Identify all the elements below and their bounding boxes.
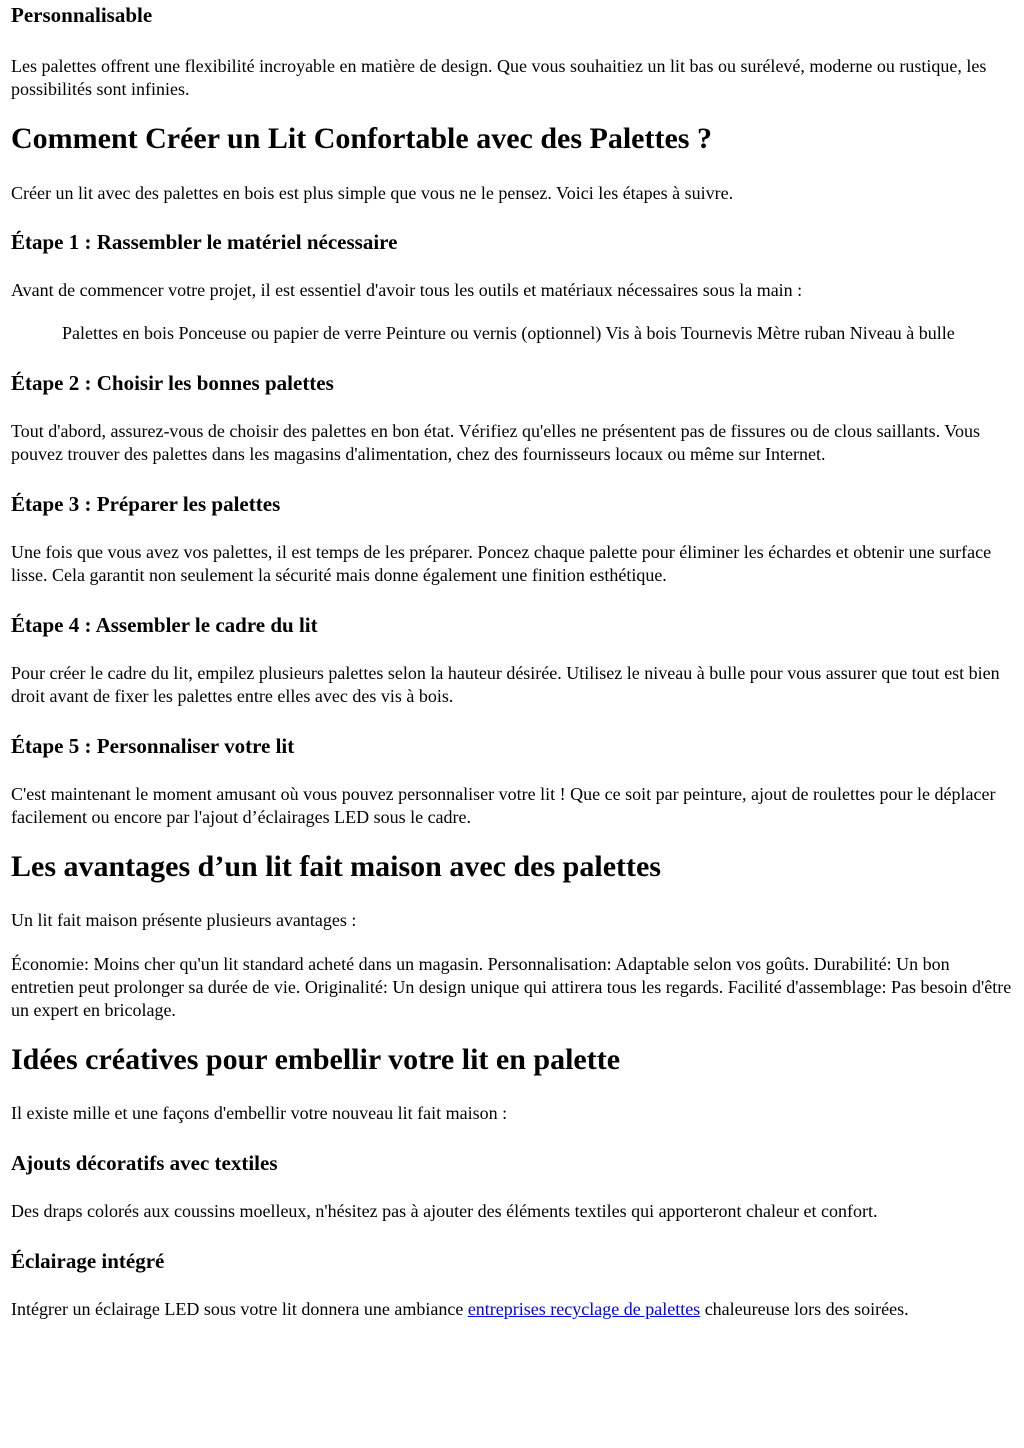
step-1-text: Avant de commencer votre projet, il est essentiel d'avoir tous les outils et matériaux nécessaires sous la main : [11,280,803,300]
step-1-heading: Étape 1 : Rassembler le matériel nécessaire [11,230,398,254]
textiles-text: Des draps colorés aux coussins moelleux, n'hésitez pas à ajouter des éléments textiles qui apporteront chaleur et confort. [11,1201,878,1221]
article [0,2,1024,1321]
paragraph-creer-intro: Créer un lit avec des palettes en bois est plus simple que vous ne le pensez. Voici les étapes à suivre. [11,183,734,203]
step-2-heading: Étape 2 : Choisir les bonnes palettes [11,371,334,395]
step-5-text: C'est maintenant le moment amusant où vous pouvez personnaliser votre lit ! Que ce soit par peinture, ajout de roulettes pour le déplacer facilement ou encore par l'ajout d’éclairages LED sous le cadre. [11,784,996,827]
section-heading-personnalisable: Personnalisable [11,3,153,27]
heading-avantages: Les avantages d’un lit fait maison avec des palettes [11,850,661,883]
step-3-heading: Étape 3 : Préparer les palettes [11,492,281,516]
step-5-heading: Étape 5 : Personnaliser votre lit [11,734,295,758]
lighting-text-before: Intégrer un éclairage LED sous votre lit donnera une ambiance [11,1299,468,1319]
lighting-text [11,1298,1013,1321]
heading-comment-creer: Comment Créer un Lit Confortable avec des Palettes ? [11,122,712,155]
advantages-list: Économie: Moins cher qu'un lit standard acheté dans un magasin. Personnalisation: Adaptable selon vos goûts. Durabilité: Un bon entretien peut prolonger sa durée de vie. Originalité: Un design unique qui attirera tous les regards. Facilité d'assemblage: Pas besoin d'être un expert en bricolage. [11,954,1012,1020]
heading-idees-creatives: Idées créatives pour embellir votre lit en palette [11,1043,621,1076]
step-3-text: Une fois que vous avez vos palettes, il est temps de les préparer. Poncez chaque palette pour éliminer les échardes et obtenir une surface lisse. Cela garantit non seulement la sécurité mais donne également une finition esthétique. [11,542,992,585]
lighting-text-after: chaleureuse lors des soirées. [700,1299,909,1319]
textiles-heading: Ajouts décoratifs avec textiles [11,1151,278,1175]
paragraph-idees-intro: Il existe mille et une façons d'embellir votre nouveau lit fait maison : [11,1103,508,1123]
paragraph-personnalisable: Les palettes offrent une flexibilité incroyable en matière de design. Que vous souhaitiez un lit bas ou surélevé, moderne ou rustique, les possibilités sont infinies. [11,56,987,99]
lighting-heading: Éclairage intégré [11,1249,165,1273]
step-2-text: Tout d'abord, assurez-vous de choisir des palettes en bon état. Vérifiez qu'elles ne présentent pas de fissures ou de clous saillants. Vous pouvez trouver des palettes dans les magasins d'alimentation, chez des fournisseurs locaux ou même sur Internet. [11,421,980,464]
step-4-heading: Étape 4 : Assembler le cadre du lit [11,613,318,637]
step-1-materials-list: Palettes en bois Ponceuse ou papier de verre Peinture ou vernis (optionnel) Vis à bois Tournevis Mètre ruban Niveau à bulle [62,323,955,343]
step-4-text: Pour créer le cadre du lit, empilez plusieurs palettes selon la hauteur désirée. Utilisez le niveau à bulle pour vous assurer que tout est bien droit avant de fixer les palettes entre elles avec des vis à bois. [11,663,1000,706]
recyclage-palettes-link[interactable]: entreprises recyclage de palettes [467,1299,701,1319]
paragraph-avantages-intro: Un lit fait maison présente plusieurs avantages : [11,910,357,930]
